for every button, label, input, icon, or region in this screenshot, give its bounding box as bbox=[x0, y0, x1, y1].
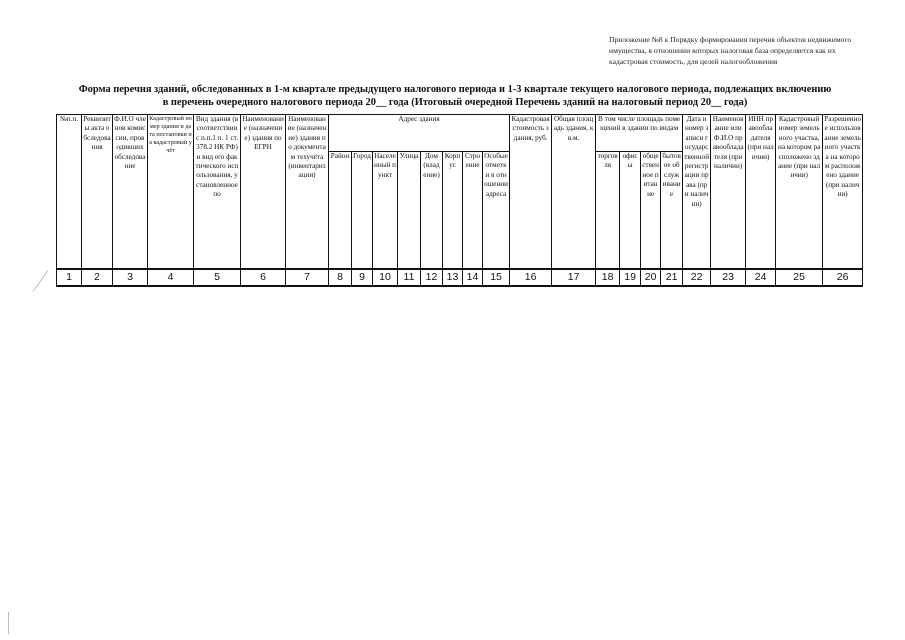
header-services-area: бытовое обслуживание bbox=[661, 152, 683, 269]
header-owner-name: Наименование или Ф.И.О правообладателя (при наличии) bbox=[711, 115, 746, 269]
header-building-address: Адрес здания bbox=[329, 115, 510, 152]
header-district: Район bbox=[329, 152, 352, 269]
column-number: 24 bbox=[746, 269, 776, 286]
column-number: 14 bbox=[463, 269, 483, 286]
column-number: 19 bbox=[620, 269, 641, 286]
column-number: 12 bbox=[421, 269, 443, 286]
column-number: 26 bbox=[823, 269, 863, 286]
column-number: 10 bbox=[373, 269, 398, 286]
header-premises-areas: В том числе площадь помещений в здании по видам bbox=[596, 115, 683, 152]
header-city: Город bbox=[352, 152, 373, 269]
form-title-line-1: Форма перечня зданий, обследованных в 1-м квартале предыдущего налогового периода и 1-3 квартале текущего налогового периода, подлежащих включению bbox=[78, 84, 832, 95]
header-trade-area: торговля bbox=[596, 152, 620, 269]
header-name-egrn: Наименование (назначение) здания по ЕГРН bbox=[241, 115, 286, 269]
header-cadastral-number: Кадастровый номер здания и дата постановки на кадастровый учёт bbox=[148, 115, 194, 269]
appendix-note: Приложение №8 к Порядку формирования перечня объектов недвижимого имущества, в отношении которых налоговая база определяется как их кадастровая стоимость, для целей налогообложения bbox=[609, 35, 852, 66]
scan-artifact bbox=[33, 270, 49, 292]
column-number: 25 bbox=[776, 269, 823, 286]
header-inspection-act: Реквизиты акта обследования bbox=[82, 115, 113, 269]
header-owner-inn: ИНН правообладателя (при наличии) bbox=[746, 115, 776, 269]
column-number: 20 bbox=[641, 269, 661, 286]
column-number: 11 bbox=[398, 269, 421, 286]
header-settlement: Населенный пункт bbox=[373, 152, 398, 269]
form-title bbox=[40, 83, 870, 109]
header-office-area: офисы bbox=[620, 152, 641, 269]
header-structure: Строение bbox=[463, 152, 483, 269]
header-address-notes: Особые отметки в отношении адреса bbox=[483, 152, 510, 269]
header-street: Улица bbox=[398, 152, 421, 269]
header-name-tech-docs: Наименование (назначение) здания по документам техучёта (инвентаризации) bbox=[286, 115, 329, 269]
column-number: 2 bbox=[82, 269, 113, 286]
column-number: 3 bbox=[113, 269, 148, 286]
column-number: 7 bbox=[286, 269, 329, 286]
column-number: 9 bbox=[352, 269, 373, 286]
header-total-area: Общая площадь здания, кв.м. bbox=[552, 115, 596, 269]
header-building-type: Вид здания (в соответствии с п.п.1 п. 1 ст. 378.2 НК РФ) и вид его фактического использования, установленное по bbox=[194, 115, 241, 269]
column-number: 18 bbox=[596, 269, 620, 286]
column-number: 13 bbox=[443, 269, 463, 286]
header-house: Дом (владение) bbox=[421, 152, 443, 269]
column-number-row bbox=[57, 269, 863, 286]
header-registration-record: Дата и номер записи государственной регистрации права (при наличии) bbox=[683, 115, 711, 269]
header-cadastral-value: Кадастровая стоимость здания, руб. bbox=[510, 115, 552, 269]
column-number: 17 bbox=[552, 269, 596, 286]
header-land-permitted-use: Разрешенное использование земельного участка на котором расположено здание (при наличии) bbox=[823, 115, 863, 269]
scan-artifact bbox=[8, 612, 9, 634]
column-number: 21 bbox=[661, 269, 683, 286]
header-row-number: №п.п. bbox=[57, 115, 82, 269]
header-block: Корпус bbox=[443, 152, 463, 269]
column-number: 1 bbox=[57, 269, 82, 286]
column-number: 4 bbox=[148, 269, 194, 286]
header-commission-members: Ф.И.О членов комиссии, проводивших обследование bbox=[113, 115, 148, 269]
header-catering-area: общественное питание bbox=[641, 152, 661, 269]
column-number: 8 bbox=[329, 269, 352, 286]
column-number: 15 bbox=[483, 269, 510, 286]
column-number: 5 bbox=[194, 269, 241, 286]
header-land-cadastral-number: Кадастровый номер земельного участка, на котором расположено здание (при наличии) bbox=[776, 115, 823, 269]
buildings-form-table bbox=[56, 114, 863, 287]
column-number: 22 bbox=[683, 269, 711, 286]
column-number: 23 bbox=[711, 269, 746, 286]
form-title-line-2: в перечень очередного налогового периода 20__ года (Итоговый очередной Перечень зданий на налоговый период 20__ года) bbox=[162, 97, 748, 108]
column-number: 6 bbox=[241, 269, 286, 286]
column-number: 16 bbox=[510, 269, 552, 286]
